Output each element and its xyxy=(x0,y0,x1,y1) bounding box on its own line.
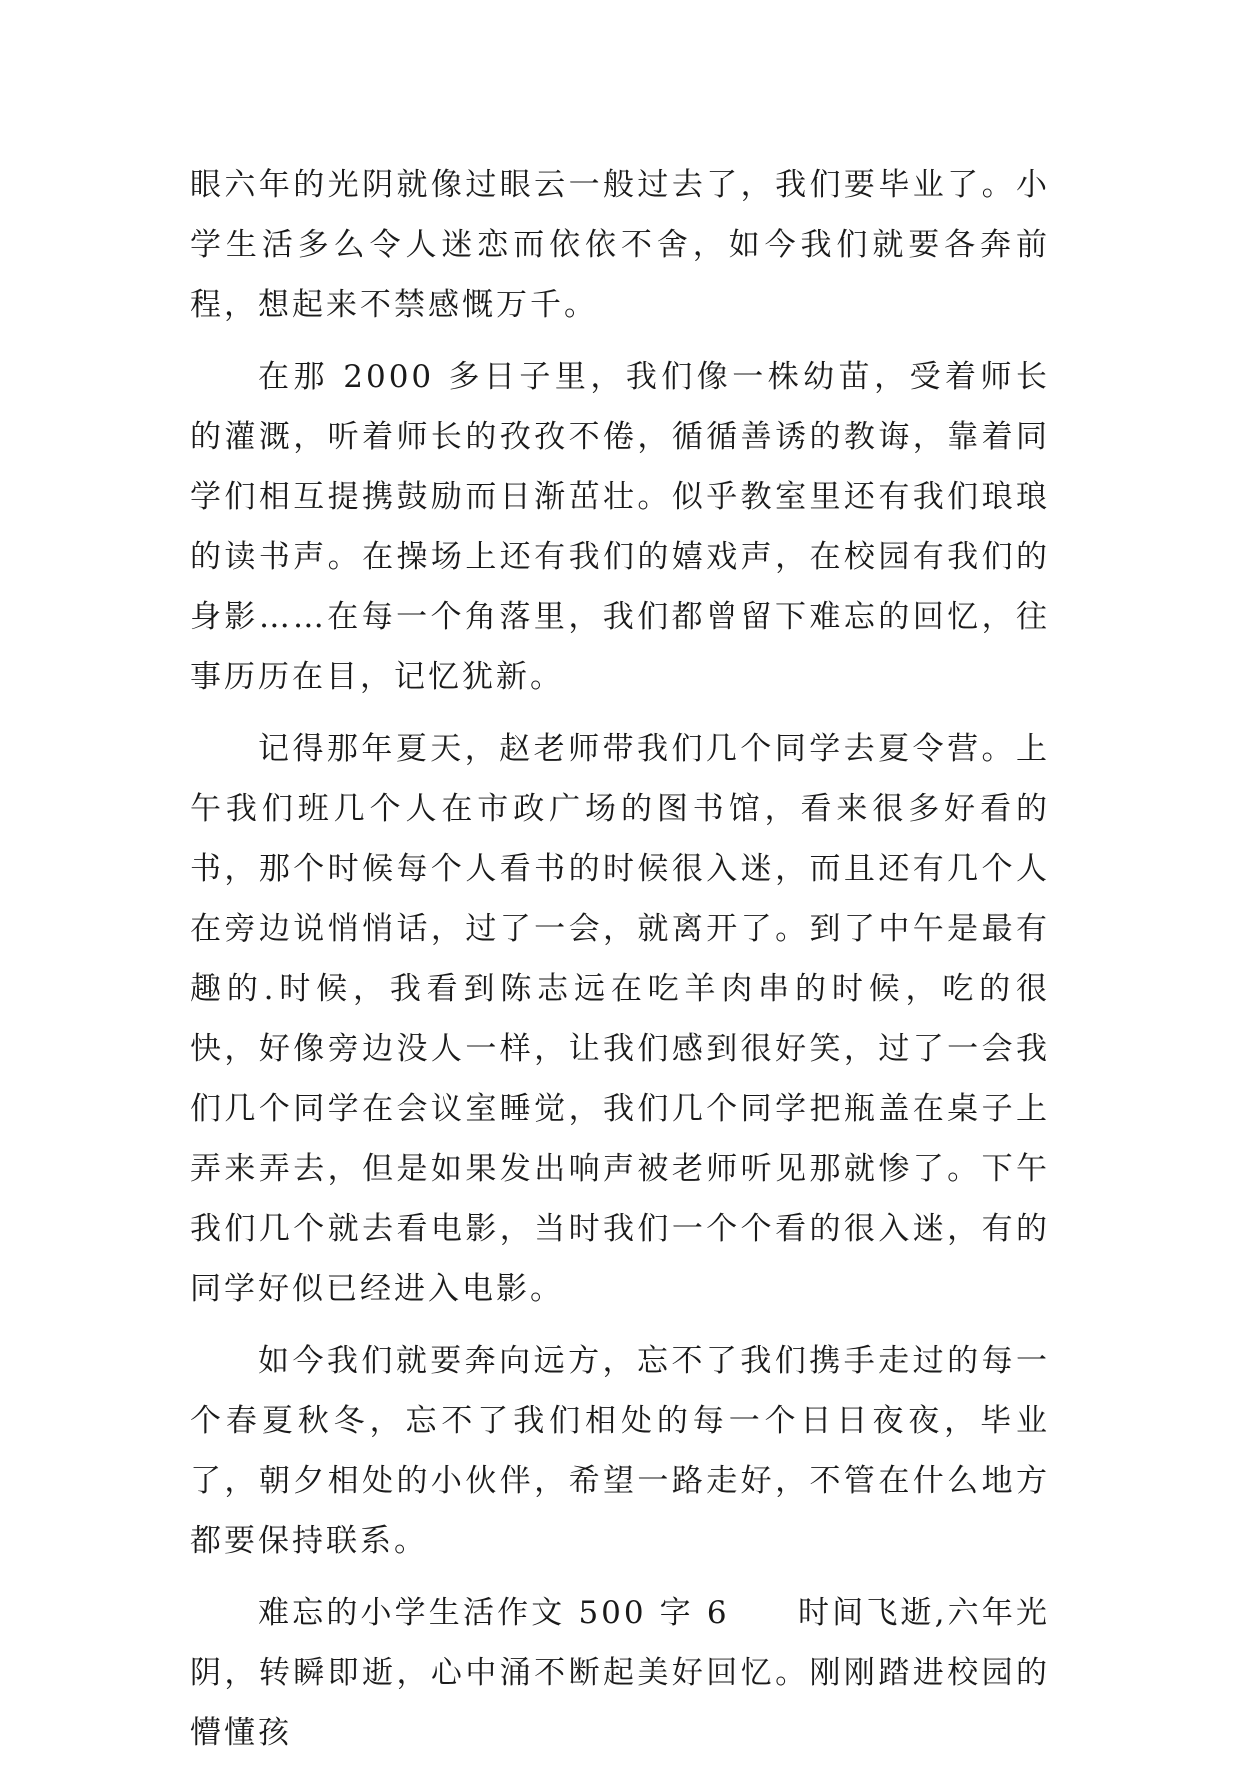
document-body xyxy=(190,155,1050,1775)
paragraph-2: 在那 2000 多日子里，我们像一株幼苗，受着师长的灌溉，听着师长的孜孜不倦，循循善诱的教诲，靠着同学们相互提携鼓励而日渐茁壮。似乎教室里还有我们琅琅的读书声。在操场上还有我们的嬉戏声，在校园有我们的身影……在每一个角落里，我们都曾留下难忘的回忆，往事历历在目，记忆犹新。 xyxy=(190,359,1050,695)
paragraph-4: 如今我们就要奔向远方，忘不了我们携手走过的每一个春夏秋冬，忘不了我们相处的每一个日日夜夜，毕业了，朝夕相处的小伙伴，希望一路走好，不管在什么地方都要保持联系。 xyxy=(190,1343,1050,1559)
paragraph-1: 眼六年的光阴就像过眼云一般过去了，我们要毕业了。小学生活多么令人迷恋而依依不舍，如今我们就要各奔前程，想起来不禁感慨万千。 xyxy=(190,167,1050,323)
paragraph-3: 记得那年夏天，赵老师带我们几个同学去夏令营。上午我们班几个人在市政广场的图书馆，看来很多好看的书，那个时候每个人看书的时候很入迷，而且还有几个人在旁边说悄悄话，过了一会，就离开了。到了中午是最有趣的.时候，我看到陈志远在吃羊肉串的时候，吃的很快，好像旁边没人一样，让我们感到很好笑，过了一会我们几个同学在会议室睡觉，我们几个同学把瓶盖在桌子上弄来弄去，但是如果发出响声被老师听见那就惨了。下午我们几个就去看电影，当时我们一个个看的很入迷，有的同学好似已经进入电影。 xyxy=(190,731,1050,1307)
paragraph-5: 难忘的小学生活作文 500 字 6 时间飞逝,六年光阴，转瞬即逝，心中涌不断起美好回忆。刚刚踏进校园的懵懂孩 xyxy=(190,1595,1050,1751)
